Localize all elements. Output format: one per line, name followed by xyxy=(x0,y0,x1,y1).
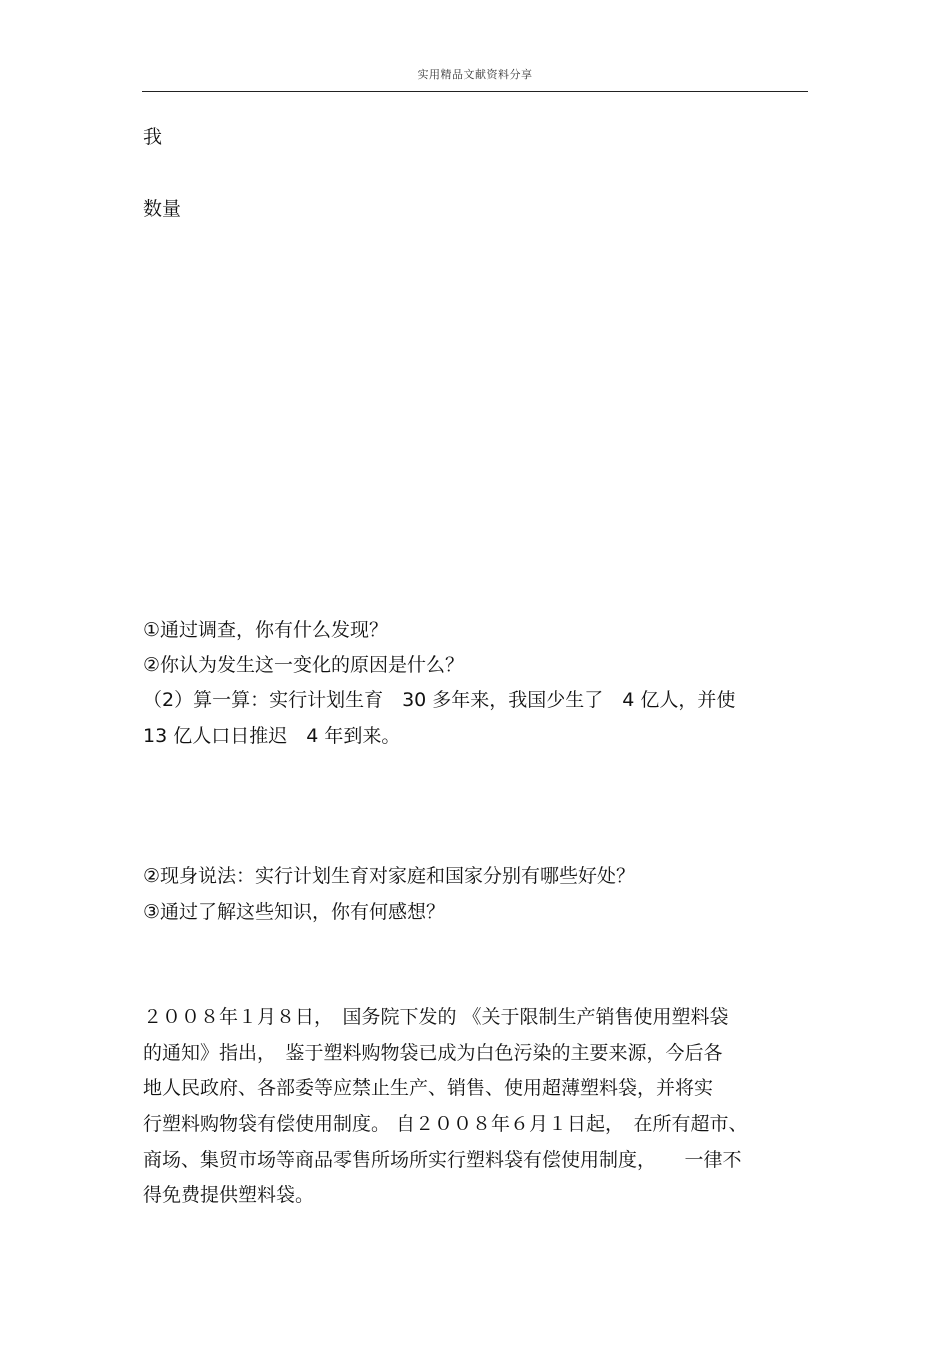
header-title: 实用精品文献资料分享 xyxy=(417,68,533,81)
paragraph-line: 行塑料购物袋有偿使用制度。 自２００８年６月１日起， 在所有超市、 xyxy=(143,1113,748,1135)
paragraph-line: ２００８年１月８日， 国务院下发的 《关于限制生产销售使用塑料袋 xyxy=(143,1006,729,1028)
paragraph-line: 地人民政府、各部委等应禁止生产、销售、使用超薄塑料袋，并将实 xyxy=(143,1077,714,1099)
survey-question-1: ①通过调查，你有什么发现？ xyxy=(143,619,389,641)
paragraph-line: 的通知》指出， 鉴于塑料购物袋已成为白色污染的主要来源，今后各 xyxy=(143,1042,723,1064)
heading-quantity: 数量 xyxy=(143,198,182,220)
calc-line-2: 13 亿人口日推迟 4 年到来。 xyxy=(143,725,401,747)
header-divider xyxy=(142,91,808,92)
calc-line-1: （2）算一算：实行计划生育 30 多年来，我国少生了 4 亿人，并使 xyxy=(143,689,736,711)
paragraph-line: 商场、集贸市场等商品零售所场所实行塑料袋有偿使用制度， 一律不 xyxy=(143,1149,742,1171)
heading-me: 我 xyxy=(143,126,163,148)
talk-question-3: ③通过了解这些知识，你有何感想？ xyxy=(143,901,446,923)
survey-question-2: ②你认为发生这一变化的原因是什么？ xyxy=(143,654,465,676)
paragraph-line: 得免费提供塑料袋。 xyxy=(143,1184,315,1206)
talk-question-2: ②现身说法：实行计划生育对家庭和国家分别有哪些好处？ xyxy=(143,865,636,887)
